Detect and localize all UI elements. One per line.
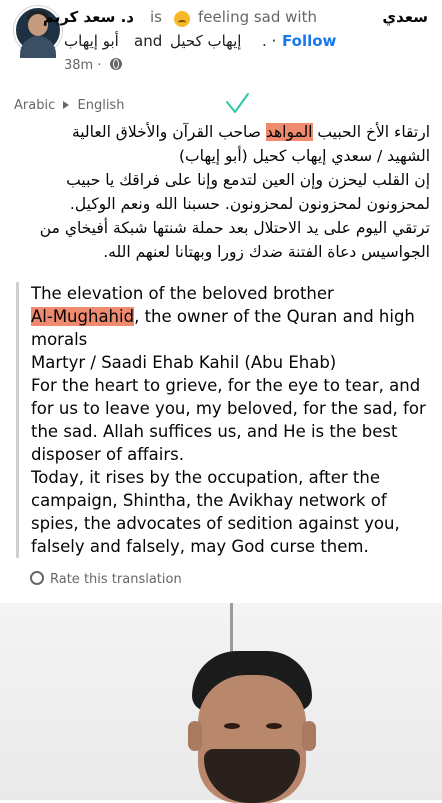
checkmark-annotation-icon: [224, 92, 250, 118]
is-text: is: [150, 8, 162, 26]
gear-icon: [30, 571, 44, 585]
tagged-person-2[interactable]: إيهاب كحيل: [170, 32, 242, 50]
arabic-line-6: الجواسيس دعاة الفتنة ضدك زورا وبهتانا لعنهم الله.: [103, 243, 430, 261]
post-time[interactable]: 38m: [64, 58, 94, 73]
follow-button[interactable]: Follow: [282, 32, 337, 50]
author-name[interactable]: د. سعد كريم: [42, 8, 134, 26]
arabic-highlight: المواهد: [265, 123, 313, 141]
arabic-line-5: ترتقي اليوم على يد الاحتلال بعد حملة شنتها شبكة أفيخاي من: [39, 219, 430, 237]
english-highlight: Al-Mughahid: [31, 307, 135, 326]
post-tags-line: [64, 32, 434, 54]
tagged-person-3[interactable]: أبو إيهاب: [64, 32, 119, 50]
separator-dot: . ·: [262, 32, 277, 50]
translation-paragraph-4: Today, it rises by the occupation, after the campaign, Shintha, the Avikhay network of spies, the advocates of sedition against you, falsely and falsely, may God curse them.: [31, 468, 400, 556]
target-language[interactable]: English: [77, 98, 125, 113]
translation-paragraph-3: For the heart to grieve, for the eye to tear, and for us to leave you, my beloved, for the sad, for the sad. Allah suffices us, and He is the best disposer of affairs.: [31, 376, 426, 464]
post-meta: 38m ·: [64, 58, 122, 73]
feeling-sad-emoji-icon: [174, 11, 190, 27]
english-translation: [16, 282, 431, 558]
translation-paragraph-1: The elevation of the beloved brother Al-Mughahid, the owner of the Quran and high morals: [31, 284, 415, 349]
arabic-line-1: ارتقاء الأخ الحبيب المواهد صاحب القرآن والأخلاق العالية: [71, 123, 430, 141]
source-language[interactable]: Arabic: [14, 98, 56, 113]
language-switch: [14, 98, 124, 113]
tagged-person-1[interactable]: سعدي: [382, 8, 428, 26]
translation-paragraph-2: Martyr / Saadi Ehab Kahil (Abu Ehab): [31, 353, 337, 372]
arabic-line-4: لمحزونون لمحزونون لمحزونون. حسبنا الله ونعم الوكيل.: [69, 195, 430, 213]
feeling-text: feeling sad with: [198, 8, 317, 26]
post-photo[interactable]: [0, 603, 442, 800]
and-text: and: [134, 32, 163, 50]
post-header: [0, 0, 442, 80]
globe-icon: [110, 58, 122, 70]
post-title-line: [42, 8, 434, 30]
triangle-arrow-icon: [63, 101, 69, 109]
arabic-line-2: الشهيد / سعدي إيهاب كحيل (أبو إيهاب): [178, 147, 430, 165]
original-arabic-text: [12, 120, 430, 264]
rate-translation-link[interactable]: Rate this translation: [30, 571, 182, 587]
arabic-line-3: إن القلب ليحزن وإن العين لتدمع وإنا على فراقك يا حبيب: [66, 171, 430, 189]
